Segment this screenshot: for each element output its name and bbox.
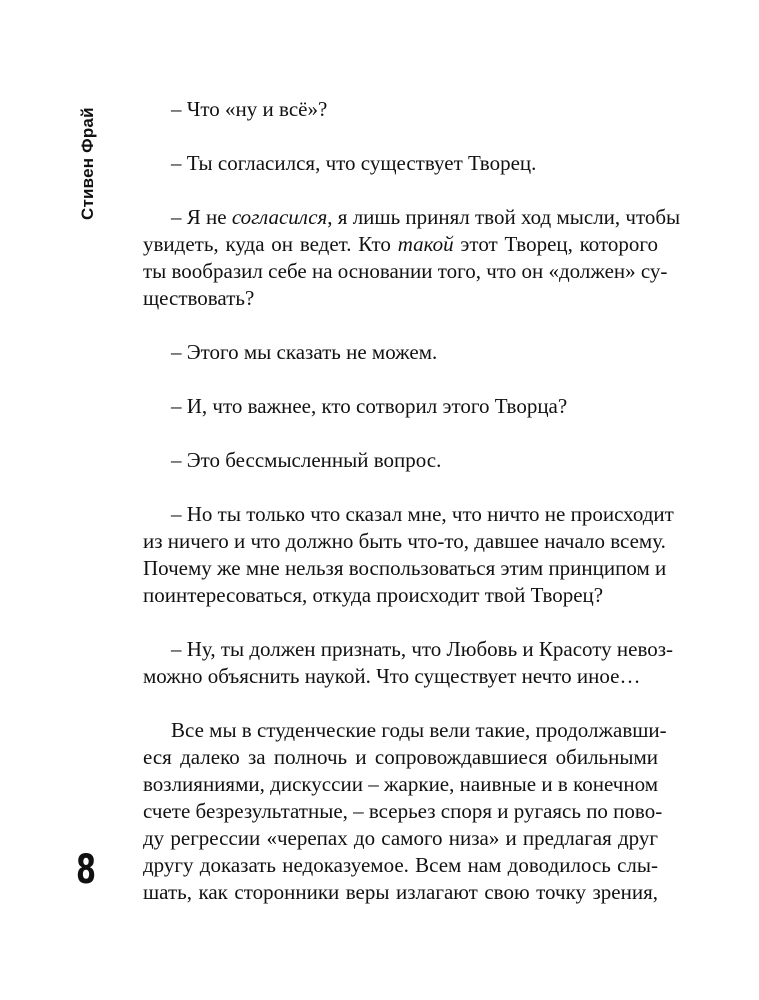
text-run: – Я не xyxy=(171,205,232,229)
text-line: возлияниями, дискуссии – жаркие, наивные и в конечном xyxy=(143,772,658,796)
paragraph xyxy=(143,717,667,906)
text-line: – Это бессмысленный вопрос. xyxy=(171,448,442,472)
text-run: увидеть, куда он ведет. Кто xyxy=(143,232,398,256)
text-line: из ничего и что должно быть что-то, давшее начало всему. xyxy=(143,529,666,553)
paragraph xyxy=(143,501,674,609)
text-line: – Что «ну и всё»? xyxy=(171,97,328,121)
italic-run: согласился xyxy=(231,205,328,229)
text-line: – Этого мы сказать не можем. xyxy=(171,340,438,364)
running-head-text: Стивен Фрай xyxy=(78,107,97,220)
italic-run: такой xyxy=(397,232,454,256)
paragraph xyxy=(143,150,658,177)
text-line: – Но ты только что сказал мне, что ничто не происходит xyxy=(171,502,674,526)
text-line xyxy=(143,231,658,258)
text-line: – Ты согласился, что существует Творец. xyxy=(171,151,537,175)
text-run: , я лишь принял твой ход мысли, чтобы xyxy=(327,205,681,229)
text-line: ду регрессии «черепах до самого низа» и предлагая друг xyxy=(143,826,658,850)
text-line: шать, как сторонники веры излагают свою точку зрения, xyxy=(143,880,658,904)
text-line: счете безрезультатные, – всерьез споря и ругаясь по пово- xyxy=(143,799,663,823)
text-line: ты вообразил себе на основании того, что он «должен» су- xyxy=(143,259,668,283)
paragraph xyxy=(143,636,674,690)
text-line: можно объяснить наукой. Что существует нечто иное… xyxy=(143,664,641,688)
text-line: ществовать? xyxy=(143,286,255,310)
text-line: еся далеко за полночь и сопровождавшиеся обильными xyxy=(143,745,658,769)
text-run: этот Творец, которого xyxy=(453,232,658,256)
text-line xyxy=(143,204,681,231)
text-line: – Ну, ты должен признать, что Любовь и Красоту невоз- xyxy=(171,637,674,661)
text-line: другу доказать недоказуемое. Всем нам доводилось слы- xyxy=(143,853,658,877)
running-head xyxy=(72,102,112,222)
paragraph xyxy=(143,339,658,366)
body-text xyxy=(143,96,681,906)
paragraph xyxy=(143,393,658,420)
paragraph xyxy=(143,447,658,474)
paragraph xyxy=(143,204,681,312)
text-line: Почему же мне нельзя воспользоваться этим принципом и xyxy=(143,556,667,580)
page-number: 8 xyxy=(76,847,97,893)
text-line: поинтересоваться, откуда происходит твой Творец? xyxy=(143,583,604,607)
paragraph xyxy=(143,96,658,123)
text-line: – И, что важнее, кто сотворил этого Творца? xyxy=(171,394,568,418)
text-line: Все мы в студенческие годы вели такие, продолжавши- xyxy=(171,718,667,742)
